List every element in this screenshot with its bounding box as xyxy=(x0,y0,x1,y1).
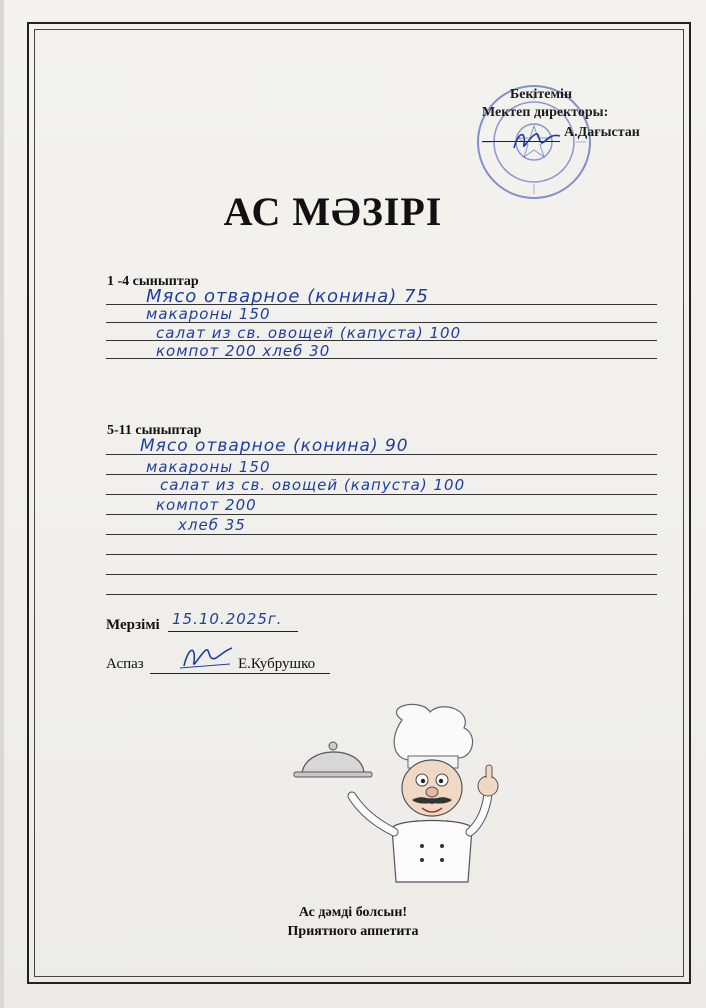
menu-entry: макароны 150 xyxy=(146,458,271,476)
date-underline xyxy=(168,631,298,632)
page-title: АС МӘЗІРІ xyxy=(223,189,443,234)
menu-entry: салат из св. овощей (капуста) 100 xyxy=(156,324,462,342)
menu-entry: Мясо отварное (конина) 90 xyxy=(140,436,409,456)
ruled-line xyxy=(106,594,657,595)
section-label-1-4: 1 -4 сыныптар xyxy=(107,274,199,289)
ruled-line xyxy=(106,514,657,515)
wish-kazakh: Ас дәмді болсын! xyxy=(298,905,408,920)
menu-entry: салат из св. овощей (капуста) 100 xyxy=(160,476,466,494)
menu-entry: Мясо отварное (конина) 75 xyxy=(146,286,429,307)
chef-label: Аспаз xyxy=(106,656,144,672)
date-value: 15.10.2025г. xyxy=(172,610,283,628)
ruled-line xyxy=(106,494,657,495)
chef-name: Е.Кубрушко xyxy=(238,656,316,672)
section-label-5-11: 5-11 сыныптар xyxy=(107,423,202,438)
menu-entry: макароны 150 xyxy=(146,305,271,323)
ruled-line xyxy=(106,574,657,575)
menu-entry: хлеб 35 xyxy=(178,516,246,534)
ruled-line xyxy=(106,554,657,555)
chef-signature xyxy=(176,640,236,674)
approve-label: Бекітемін xyxy=(510,87,573,102)
director-signature xyxy=(508,126,568,156)
director-label: Мектеп директоры: xyxy=(482,105,609,120)
menu-entry: компот 200 xyxy=(156,496,257,514)
date-label: Мерзімі xyxy=(106,617,160,633)
director-name: А.Дағыстан xyxy=(564,125,640,140)
menu-entry: компот 200 хлеб 30 xyxy=(156,342,331,360)
chef-illustration xyxy=(282,700,502,890)
ruled-line xyxy=(106,534,657,535)
wish-russian: Приятного аппетита xyxy=(287,924,419,939)
